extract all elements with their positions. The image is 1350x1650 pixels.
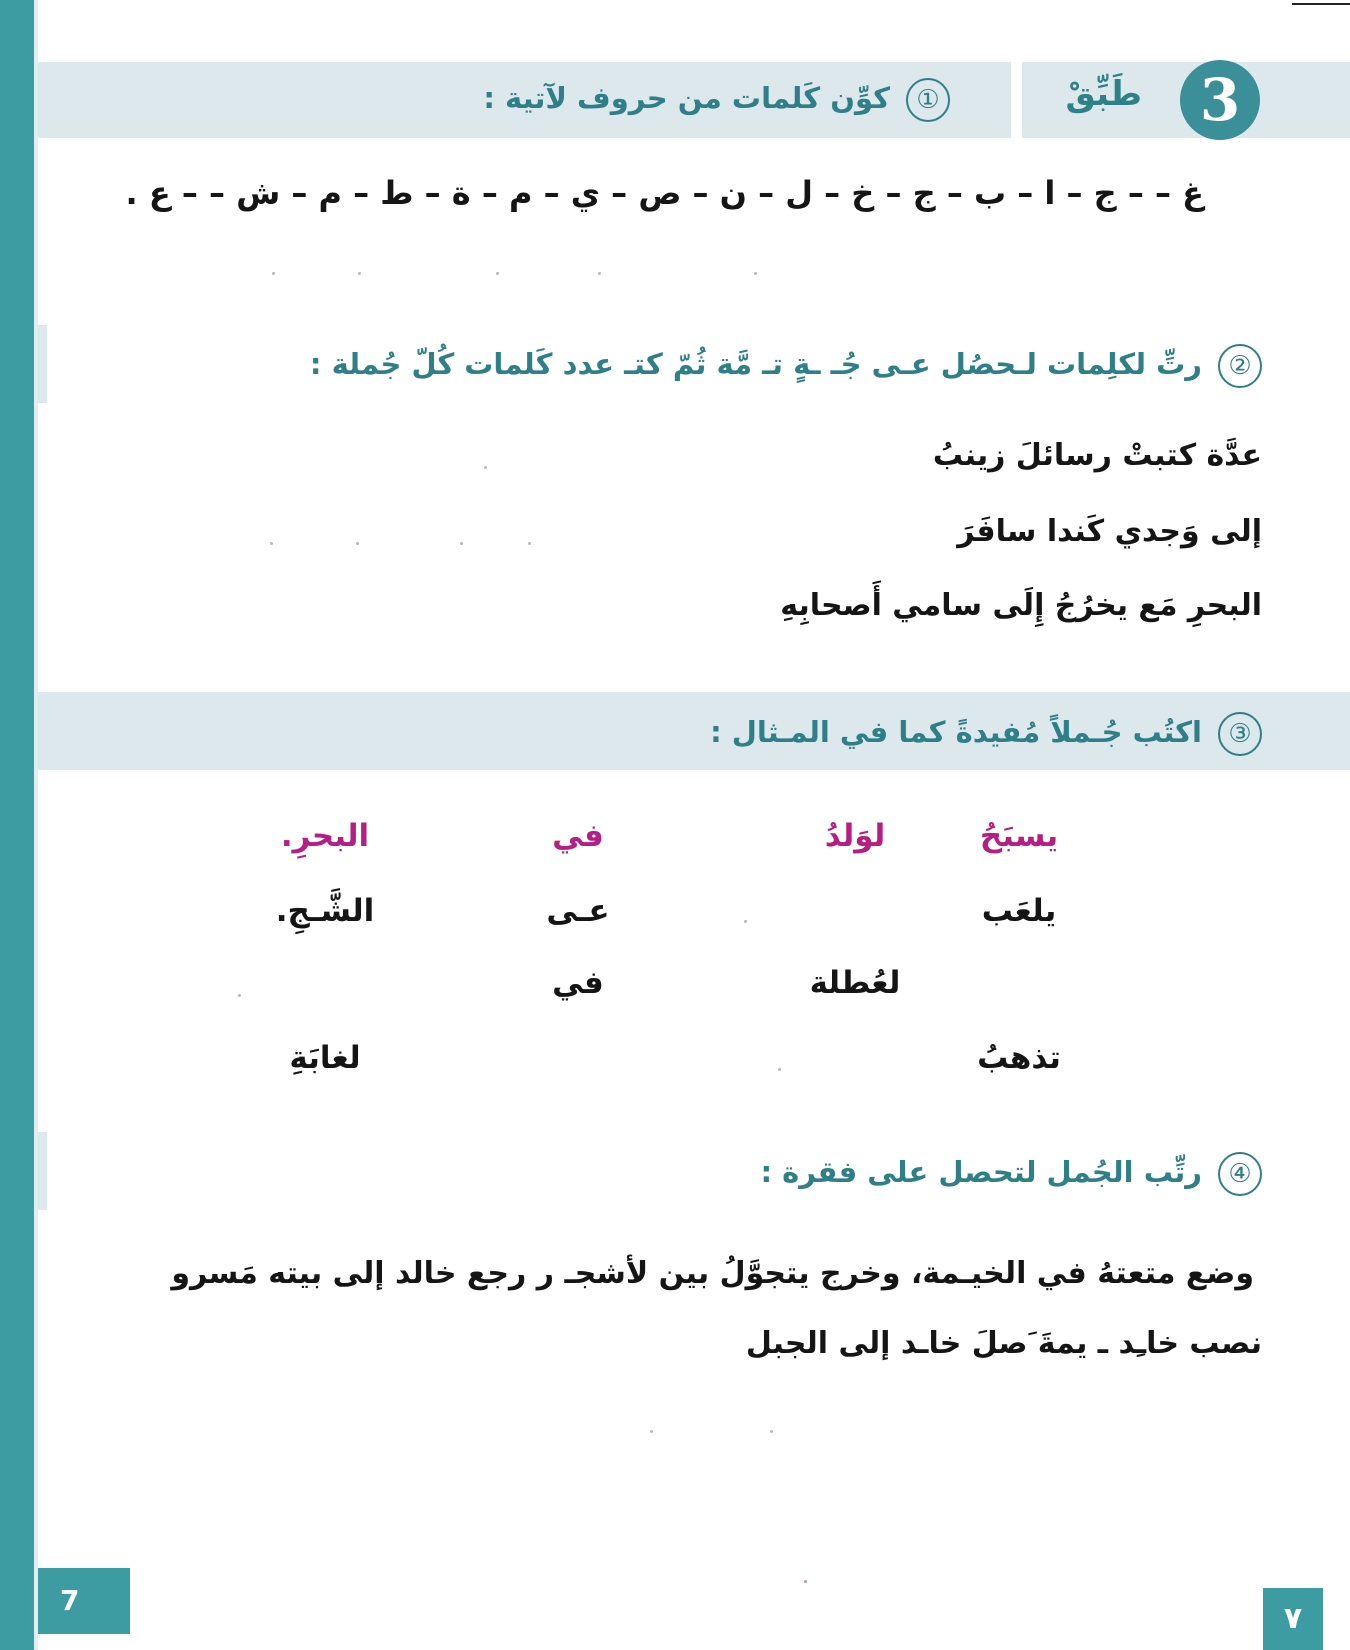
answer-dot [778,1068,781,1071]
answer-dot [754,272,757,275]
row1-verb: يلعَب [981,893,1057,929]
exercise1-instruction-text: كوِّن كَلمات من حروف لآتية : [483,81,890,115]
exercise3-instruction-text: اكتُب جُـملاً مُفيدةً كما في المـثال : [710,715,1202,749]
row2-preposition: في [552,965,604,1001]
exercise4-paragraph-line-2: نصب خاـِد ـ يمةَ َصلَ خاـد إلى الجبل [745,1326,1262,1361]
left-margin-edge [34,0,38,1650]
answer-dot [460,542,463,545]
page-number-latin: 7 [38,1568,130,1634]
exercise2-instruction [310,344,1262,388]
exercise4-paragraph-line-1: وضع متعتهُ في الخيـمة، وخرج يتجوَّلُ بين لأشجـ ر رجع خالد إلى بيته مَسرو [171,1256,1254,1291]
row1-preposition: عـى [546,893,610,929]
exercise2-band-stub [38,325,47,403]
exercise4-instruction-text: رتِّب الجُمل لتحصل على فقرة : [760,1155,1202,1189]
answer-dot [238,994,241,997]
example-subject: لوَلدُ [824,818,886,854]
exercise3-instruction [710,712,1262,756]
example-verb: يسبَحُ [979,818,1059,854]
answer-dot [770,1430,773,1433]
exercise1-instruction [483,78,950,122]
row2-subject: لعُطلة [809,965,901,1001]
left-margin-bar [0,0,34,1650]
exercise1-letters: غ – – ج – ا – ب – ج – خ – ل – ن – ص – ي – م – ة – ط – م – ش – – ع . [125,174,1204,212]
answer-dot [804,1580,807,1583]
section-title: طَبِّقْ [1065,74,1142,114]
row1-object: الشَّـجِ. [275,893,375,929]
answer-dot [650,1430,653,1433]
example-object: البحرِ. [280,818,370,854]
answer-dot [272,272,275,275]
answer-dot [528,542,531,545]
top-rule [1292,3,1350,5]
answer-dot [598,272,601,275]
exercise4-number: ④ [1218,1152,1262,1196]
answer-dot [484,466,487,469]
answer-dot [356,542,359,545]
exercise3-number: ③ [1218,712,1262,756]
exercise2-sentence-3: البحرِ مَع يخرُجُ إِلَى سامي أَصحابِهِ [780,588,1262,623]
exercise4-instruction [760,1152,1262,1196]
answer-dot [496,272,499,275]
exercise2-instruction-text: رتِّ لكلِمات لـحصُل عـى جُـ ـةٍ تـ مَّة ثُمّ كتـ عدد كَلمات كُلّ جُملة : [309,347,1202,381]
exercise2-number: ② [1218,344,1262,388]
exercise1-number: ① [906,78,950,122]
answer-dot [270,542,273,545]
exercise4-band-stub [38,1132,47,1210]
example-preposition: في [552,818,604,854]
answer-dot [744,920,747,923]
page-number-arabic: ٧ [1263,1588,1323,1650]
exercise2-sentence-1: عدَّة كتبتْ رسائلَ زينبُ [932,438,1262,473]
row3-object: لغابَةِ [289,1040,361,1076]
answer-dot [358,272,361,275]
section-number-badge: 3 [1180,60,1260,140]
exercise2-sentence-2: إلى وَجدي كَندا سافَرَ [957,514,1262,549]
row3-verb: تذهبُ [977,1040,1061,1076]
